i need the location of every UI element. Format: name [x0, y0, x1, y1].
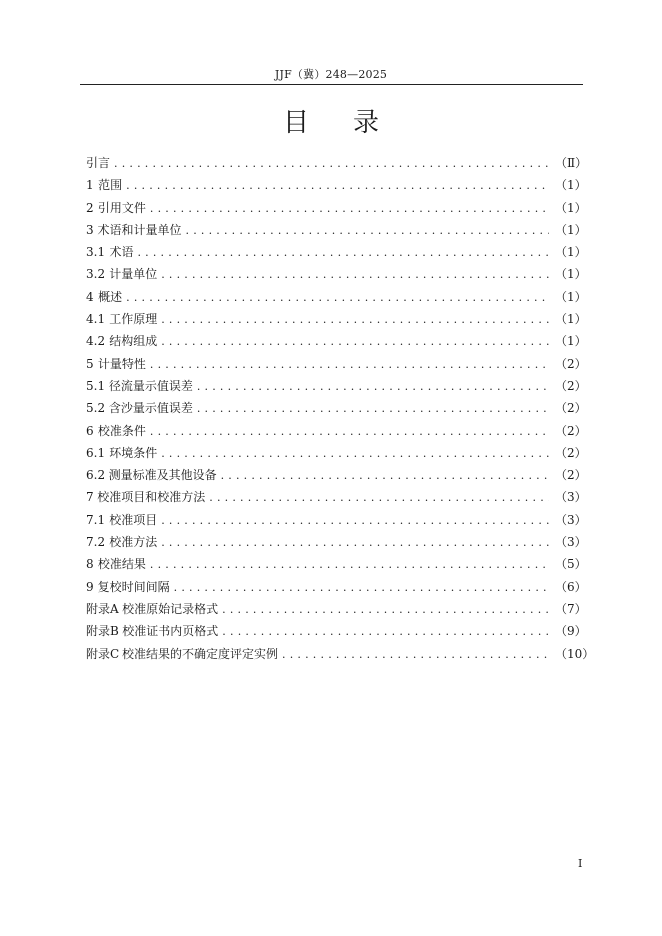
toc-entry-page: （1） [555, 267, 587, 282]
toc-entry-number: 6.2 [86, 468, 106, 483]
toc-entry[interactable] [86, 442, 587, 464]
toc-leader-dots [126, 175, 549, 197]
toc-entry-page: （6） [555, 579, 587, 594]
toc-entry[interactable] [86, 397, 587, 419]
toc-leader-dots [150, 554, 549, 576]
toc-entry-number: 3.2 [86, 267, 106, 282]
toc-entry-label: 计量单位 [109, 267, 158, 282]
toc-leader-dots [150, 354, 549, 376]
toc-entry-number: 附录A [86, 601, 119, 616]
toc-entry-page: （1） [555, 178, 587, 193]
toc-entry[interactable] [86, 353, 587, 375]
toc-entry-page: （5） [555, 557, 587, 572]
toc-entry-number: 7.1 [86, 512, 106, 527]
toc-entry-number: 5.2 [86, 401, 106, 416]
toc-entry-number: 1 [86, 178, 94, 193]
toc-entry-label: 引用文件 [97, 200, 146, 215]
toc-entry-label: 术语和计量单位 [97, 222, 182, 237]
toc-entry-number: 6.1 [86, 445, 106, 460]
toc-entry-page: （3） [555, 512, 587, 527]
toc-leader-dots [150, 198, 549, 220]
toc-entry-label: 计量特性 [97, 356, 146, 371]
toc-entry-label: 校准项目 [109, 512, 158, 527]
toc-entry[interactable] [86, 643, 595, 665]
toc-leader-dots [174, 577, 549, 599]
toc-entry-number: 附录C [86, 646, 120, 661]
toc-entry-page: （7） [555, 601, 587, 616]
toc-entry[interactable] [86, 152, 588, 174]
toc-entry[interactable] [86, 375, 587, 397]
toc-entry[interactable] [86, 576, 587, 598]
toc-entry-label: 校准原始记录格式 [122, 601, 219, 616]
toc-leader-dots [161, 510, 549, 532]
toc-leader-dots [197, 376, 549, 398]
toc-entry-page: （10） [555, 646, 595, 661]
toc-entry[interactable] [86, 553, 587, 575]
toc-leader-dots [114, 153, 549, 175]
toc-leader-dots [186, 220, 550, 242]
page-title: 目录 [282, 108, 423, 138]
toc-entry[interactable] [86, 598, 587, 620]
toc-leader-dots [222, 599, 549, 621]
toc-entry-number: 4.2 [86, 334, 106, 349]
toc-entry-label: 校准结果 [97, 557, 146, 572]
toc-entry[interactable] [86, 219, 587, 241]
toc-leader-dots [209, 487, 549, 509]
toc-entry-number: 2 [86, 200, 94, 215]
toc-entry-page: （3） [555, 490, 587, 505]
toc-entry-page: （9） [555, 624, 587, 639]
toc-entry[interactable] [86, 197, 587, 219]
toc-entry-label: 复校时间间隔 [97, 579, 170, 594]
toc-entry-page: （2） [555, 378, 587, 393]
toc-entry[interactable] [86, 308, 587, 330]
toc-entry-label: 校准结果的不确定度评定实例 [122, 646, 279, 661]
toc-entry[interactable] [86, 286, 587, 308]
toc-leader-dots [161, 331, 549, 353]
toc-entry-page: （Ⅱ） [555, 156, 588, 170]
toc-entry-label: 校准证书内页格式 [122, 624, 219, 639]
toc-entry-page: （1） [555, 200, 587, 215]
header-divider [80, 84, 583, 85]
toc-entry-label: 校准方法 [109, 535, 158, 550]
toc-entry-number: 5 [86, 356, 94, 371]
toc-entry-page: （1） [555, 334, 587, 349]
standard-code-header: JJF（冀）248—2025 [274, 68, 388, 81]
toc-leader-dots [282, 644, 549, 666]
toc-entry-page: （3） [555, 535, 587, 550]
toc-entry-label: 术语 [109, 245, 134, 260]
toc-entry[interactable] [86, 509, 587, 531]
toc-entry-label: 结构组成 [109, 334, 158, 349]
toc-entry-label: 引言 [86, 156, 111, 170]
toc-leader-dots [197, 398, 549, 420]
toc-leader-dots [150, 421, 549, 443]
toc-leader-dots [137, 242, 549, 264]
toc-entry-page: （2） [555, 401, 587, 416]
toc-entry[interactable] [86, 241, 587, 263]
toc-leader-dots [161, 264, 549, 286]
toc-entry[interactable] [86, 464, 587, 486]
toc-entry[interactable] [86, 330, 587, 352]
toc-entry-page: （2） [555, 356, 587, 371]
toc-leader-dots [221, 465, 549, 487]
toc-entry-number: 7 [86, 490, 94, 505]
toc-entry-page: （2） [555, 468, 587, 483]
toc-entry-label: 含沙量示值误差 [108, 401, 193, 416]
toc-entry-page: （2） [555, 423, 587, 438]
toc-leader-dots [161, 309, 549, 331]
toc-entry-number: 9 [86, 579, 94, 594]
toc-entry-label: 环境条件 [109, 445, 158, 460]
toc-entry[interactable] [86, 620, 587, 642]
toc-entry-page: （1） [555, 312, 587, 327]
toc-entry-label: 校准项目和校准方法 [97, 490, 206, 505]
toc-entry-number: 5.1 [86, 378, 106, 393]
toc-entry[interactable] [86, 263, 587, 285]
toc-leader-dots [161, 532, 549, 554]
toc-entry-number: 3.1 [86, 245, 106, 260]
toc-leader-dots [126, 287, 549, 309]
toc-entry-label: 校准条件 [97, 423, 146, 438]
toc-entry-page: （1） [555, 289, 587, 304]
toc-entry-number: 3 [86, 222, 94, 237]
toc-entry-page: （1） [555, 245, 587, 260]
toc-entry-page: （1） [555, 222, 587, 237]
toc-entry-number: 4 [86, 289, 94, 304]
toc-entry-number: 附录B [86, 624, 119, 639]
toc-entry[interactable] [86, 420, 587, 442]
toc-entry-label: 测量标准及其他设备 [108, 468, 217, 483]
toc-entry-label: 范围 [98, 178, 123, 193]
toc-entry[interactable] [86, 531, 587, 553]
toc-entry[interactable] [86, 486, 587, 508]
toc-entry-number: 7.2 [86, 535, 106, 550]
toc-entry-label: 概述 [98, 289, 123, 304]
toc-leader-dots [222, 621, 549, 643]
toc-entry-label: 径流量示值误差 [108, 378, 193, 393]
table-of-contents [86, 152, 595, 665]
toc-entry[interactable] [86, 174, 587, 196]
toc-entry-page: （2） [555, 445, 587, 460]
toc-entry-label: 工作原理 [109, 312, 158, 327]
toc-entry-number: 6 [86, 423, 94, 438]
toc-entry-number: 8 [86, 557, 94, 572]
page-number: I [578, 857, 583, 870]
toc-entry-number: 4.1 [86, 312, 106, 327]
toc-leader-dots [161, 443, 549, 465]
